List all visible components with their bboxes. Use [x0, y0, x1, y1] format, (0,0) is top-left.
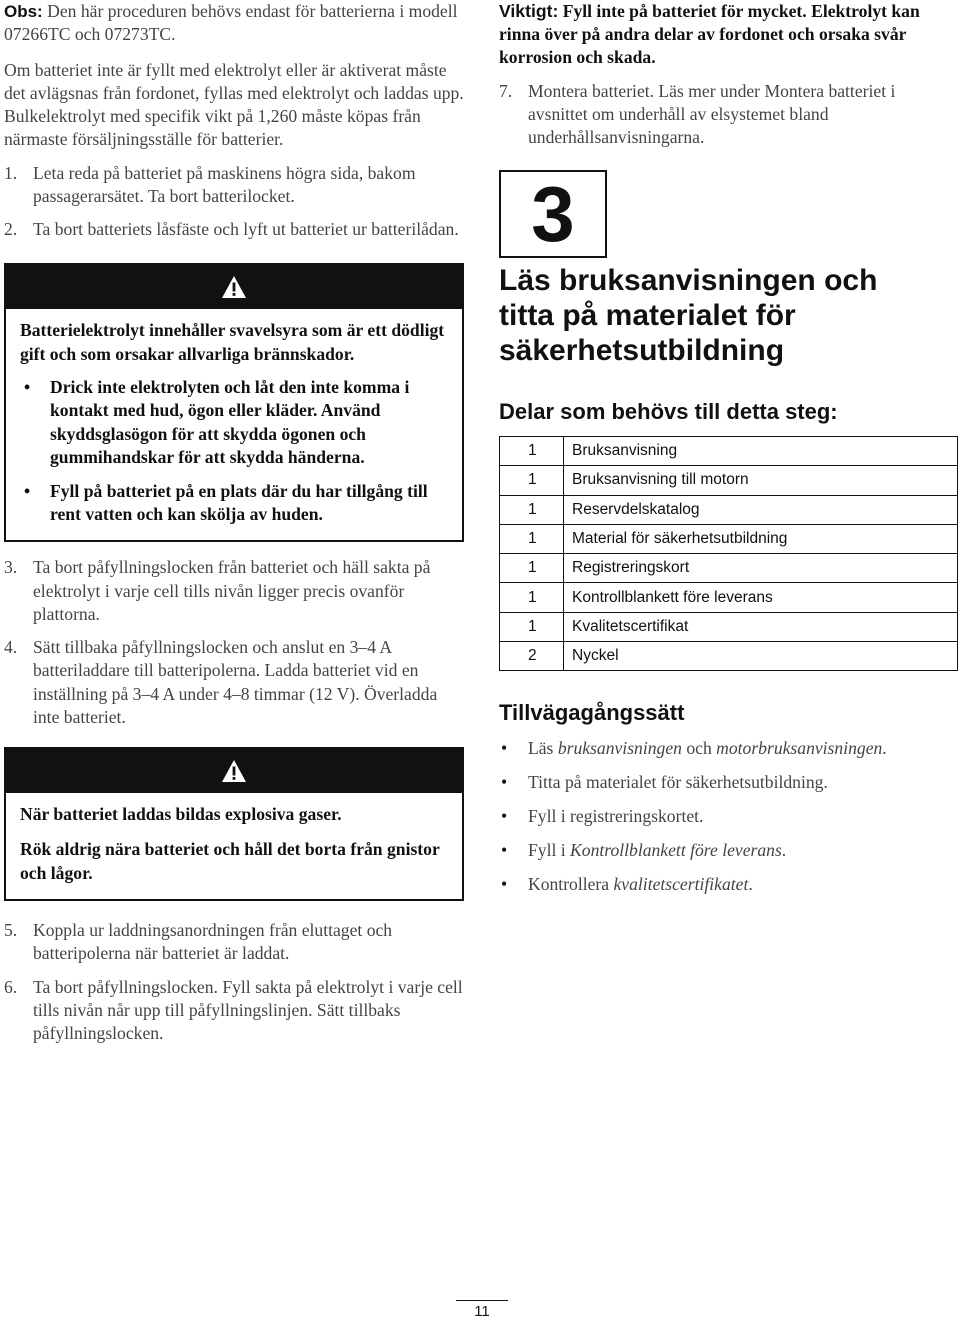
procedure-list — [499, 738, 954, 908]
text: . — [882, 738, 887, 758]
note-label: Obs: — [4, 2, 43, 21]
table-row — [500, 495, 958, 524]
right-column — [499, 0, 954, 149]
part-quantity: 1 — [500, 554, 564, 583]
warning-box-electrolyte — [4, 263, 464, 542]
part-quantity: 1 — [500, 524, 564, 553]
procedure-item — [499, 738, 954, 772]
part-quantity: 1 — [500, 612, 564, 641]
part-name: Registreringskort — [564, 554, 958, 583]
parts-heading: Delar som behövs till detta steg: — [499, 399, 838, 424]
part-name: Bruksanvisning till motorn — [564, 466, 958, 495]
warning-line: Rök aldrig nära batteriet och håll det borta från gnistor och lågor. — [20, 839, 440, 883]
step-text: Ta bort påfyllningslocken från batteriet och häll sakta på elektrolyt i varje cell tills nivån ligger precis ovanför plattorna. — [33, 557, 431, 624]
warning-bullet: • Fyll på batteriet på en plats där du har tillgång till rent vatten och kan skölja av huden. — [20, 480, 448, 527]
step-text: Koppla ur laddningsanordningen från eluttaget och batteripolerna när batteriet är laddat. — [33, 920, 393, 964]
text: Fyll i — [528, 840, 571, 860]
step-2 — [4, 218, 466, 241]
footer-rule — [456, 1300, 508, 1301]
procedure-section — [499, 700, 954, 908]
step-text: Ta bort batteriets låsfäste och lyft ut batteriet ur batterilådan. — [33, 219, 459, 240]
procedure-item — [499, 840, 954, 874]
step-number: 3. — [4, 557, 18, 578]
step-5 — [4, 919, 466, 965]
table-row — [500, 642, 958, 671]
warning-triangle-icon — [221, 275, 247, 299]
step-7 — [499, 80, 954, 150]
part-name: Material för säkerhetsutbildning — [564, 524, 958, 553]
step-number: 4. — [4, 637, 18, 658]
text: . — [781, 840, 787, 860]
text: Kontrollera — [528, 874, 614, 894]
table-row — [500, 612, 958, 641]
important-note — [499, 0, 954, 70]
doc-reference: motorbruksanvisningen — [716, 738, 883, 758]
table-row — [500, 554, 958, 583]
step-6 — [4, 976, 466, 1046]
step-number: 6. — [4, 976, 18, 997]
important-label: Viktigt: — [499, 1, 559, 21]
section-title — [499, 263, 954, 429]
step-number: 7. — [499, 80, 513, 101]
part-quantity: 1 — [500, 583, 564, 612]
procedure-heading: Tillvägagångssätt — [499, 700, 685, 725]
part-name: Nyckel — [564, 642, 958, 671]
text: och — [681, 738, 717, 758]
warning-lead: Batterielektrolyt innehåller svavelsyra som är ett dödligt gift och som orsakar allvarliga brännskador. — [20, 320, 445, 364]
warning-box-gases — [4, 747, 464, 901]
step-text: Sätt tillbaka påfyllningslocken och anslut en 3–4 A batteriladdare till batteripolerna. Ladda batteriet vid en inställning på 3–4 A under 4–8 timmar (12 V). Överladda inte batteriet. — [33, 637, 438, 727]
step-text: Ta bort påfyllningslocken. Fyll sakta på elektrolyt i varje cell tills nivån når upp till påfyllningslinjen. Sätt tillbaks påfyllningslocken. — [33, 976, 463, 1043]
text: Läs — [528, 738, 558, 758]
step-text: Leta reda på batteriet på maskinens högra sida, bakom passagerarsätet. Ta bort batterilocket. — [33, 162, 416, 206]
table-row — [500, 466, 958, 495]
doc-reference: Kontrollblankett före leverans — [570, 840, 782, 860]
part-quantity: 2 — [500, 642, 564, 671]
note — [4, 0, 466, 47]
step-number: 5. — [4, 920, 18, 941]
doc-reference: bruksanvisningen — [557, 738, 682, 758]
step-1 — [4, 162, 466, 208]
left-column — [4, 0, 466, 1045]
part-quantity: 1 — [500, 437, 564, 466]
doc-reference: kvalitetscertifikatet — [613, 874, 749, 894]
procedure-item: • Fyll i registreringskortet. — [499, 806, 954, 840]
table-row — [500, 437, 958, 466]
warning-body — [6, 793, 462, 899]
part-name: Bruksanvisning — [564, 437, 958, 466]
warning-triangle-icon — [221, 759, 247, 783]
step-3 — [4, 556, 466, 626]
step-number: 2. — [4, 219, 18, 240]
section-title-text: Läs bruksanvisningen och titta på materialet för säkerhetsutbildning — [499, 264, 878, 367]
text: . — [748, 874, 753, 894]
intro-paragraph: Om batteriet inte är fyllt med elektrolyt eller är aktiverat måste det avlägsnas från fordonet, fyllas med elektrolyt och laddas upp. Bulkelektrolyt med specifik vikt på 1,260 måste köpas från närmaste försäljningsställe för batterier. — [4, 59, 464, 150]
step-number: 1. — [4, 162, 18, 183]
procedure-item: • Titta på materialet för säkerhetsutbildning. — [499, 772, 954, 806]
part-quantity: 1 — [500, 466, 564, 495]
warning-bullet: • Drick inte elektrolyten och låt den inte komma i kontakt med hud, ögon eller kläder. Använd skyddsglasögon för att skydda ögonen och gummihandskar för att skydda händerna. — [20, 376, 448, 470]
important-text: Fyll inte på batteriet för mycket. Elektrolyt kan rinna över på andra delar av fordonet och orsaka svår korrosion och skada. — [499, 1, 920, 68]
warning-header — [6, 265, 462, 309]
page-number: 11 — [474, 1303, 490, 1320]
warning-line: När batteriet laddas bildas explosiva gaser. — [20, 803, 342, 824]
parts-table — [499, 436, 958, 671]
warning-list — [20, 376, 448, 526]
warning-body — [6, 309, 462, 540]
table-row — [500, 583, 958, 612]
part-name: Reservdelskatalog — [564, 495, 958, 524]
table-row — [500, 524, 958, 553]
note-text: Den här proceduren behövs endast för batterierna i modell 07266TC och 07273TC. — [4, 1, 458, 45]
part-name: Kontrollblankett före leverans — [564, 583, 958, 612]
procedure-item — [499, 874, 954, 908]
part-name: Kvalitetscertifikat — [564, 612, 958, 641]
part-quantity: 1 — [500, 495, 564, 524]
warning-header — [6, 749, 462, 793]
step-4 — [4, 636, 466, 729]
step-text: Montera batteriet. Läs mer under Montera batteriet i avsnittet om underhåll av elsystemet bland underhållsanvisningarna. — [528, 80, 896, 148]
section-number: 3 — [499, 170, 607, 258]
